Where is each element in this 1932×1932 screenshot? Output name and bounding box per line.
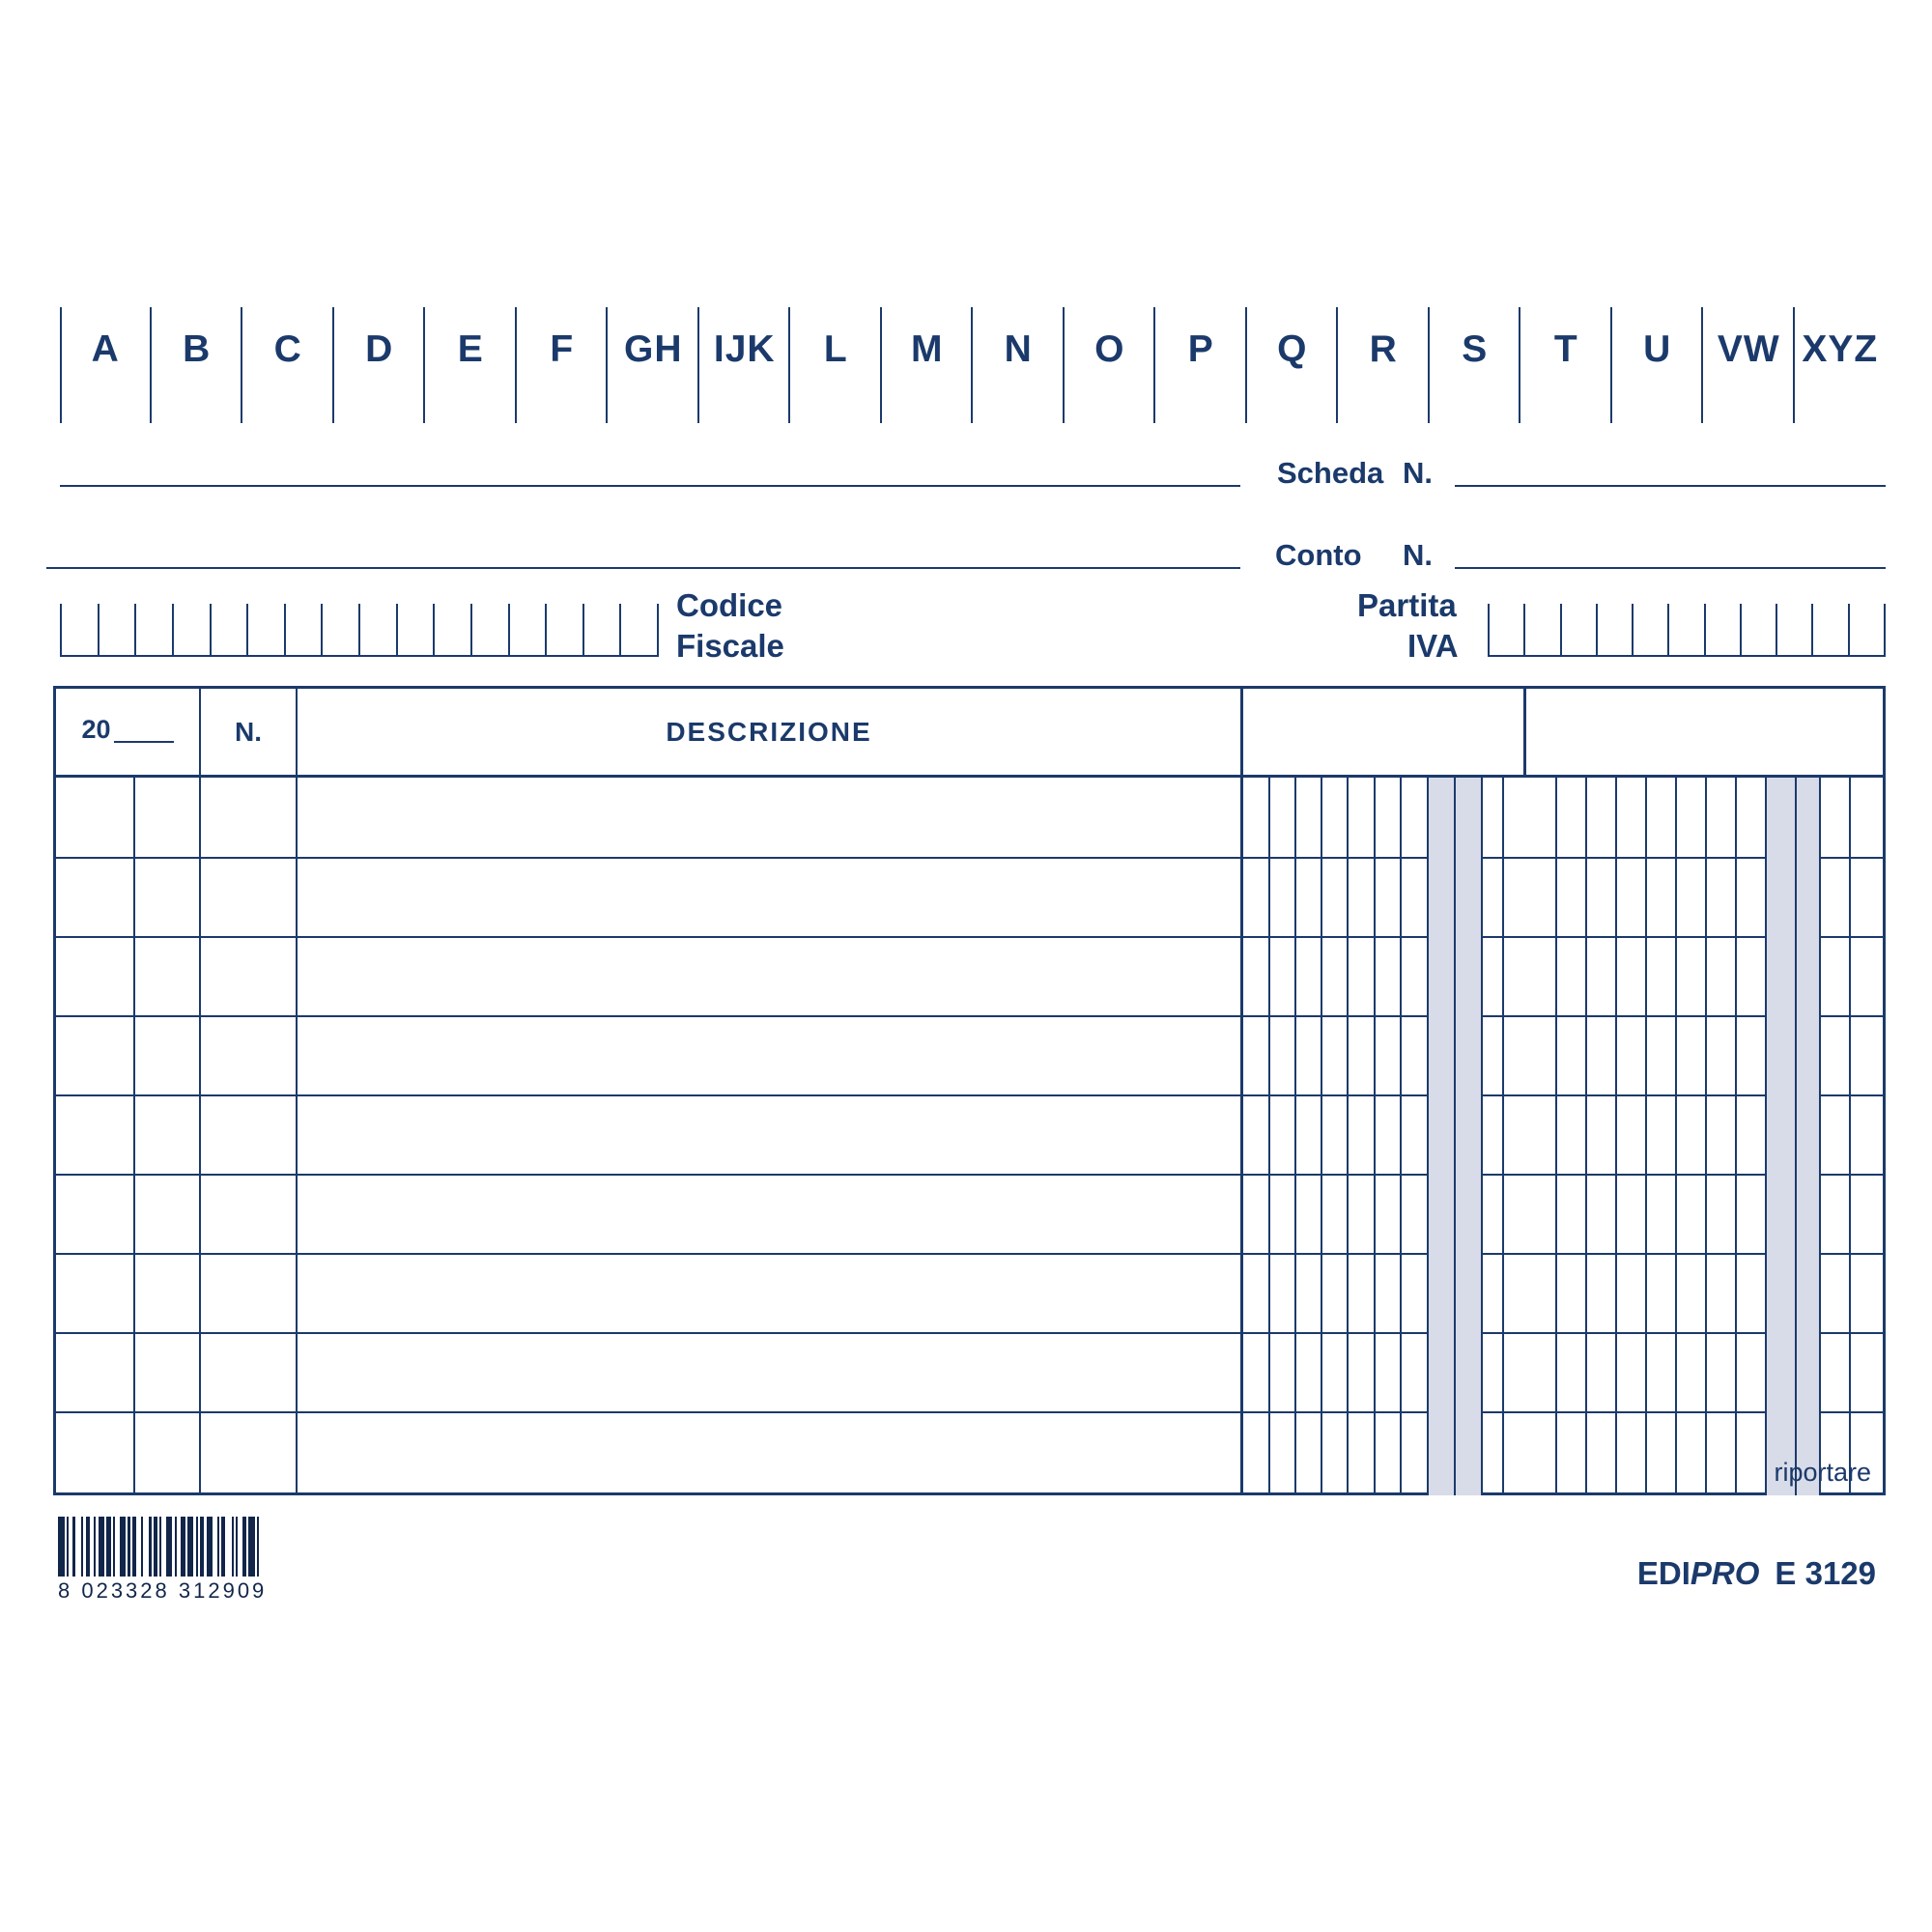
iva-box[interactable] — [1742, 604, 1777, 655]
column-header-description: DESCRIZIONE — [666, 716, 872, 747]
amount-2-grid-line — [1585, 778, 1587, 1495]
cf-box[interactable] — [248, 604, 286, 655]
cf-box[interactable] — [435, 604, 472, 655]
cf-box[interactable] — [62, 604, 99, 655]
barcode-bar — [166, 1517, 173, 1577]
amount-1-grid-line — [1481, 778, 1483, 1495]
cf-box[interactable] — [360, 604, 398, 655]
alpha-tab-p[interactable]: P — [1155, 307, 1247, 423]
barcode-bar — [248, 1517, 255, 1577]
amount-1-grid-line — [1400, 778, 1402, 1495]
alpha-tab-o[interactable]: O — [1065, 307, 1156, 423]
amount-2-grid-line — [1819, 778, 1821, 1495]
amount-column-1[interactable] — [1243, 778, 1523, 1495]
barcode — [58, 1517, 319, 1604]
alpha-tab-t[interactable]: T — [1520, 307, 1612, 423]
alpha-tab-n[interactable]: N — [973, 307, 1065, 423]
alpha-tab-vw[interactable]: VW — [1703, 307, 1795, 423]
amount-2-grid-line — [1705, 778, 1707, 1495]
alpha-tab-e[interactable]: E — [425, 307, 517, 423]
iva-box[interactable] — [1850, 604, 1884, 655]
barcode-digits: 8 023328 312909 — [58, 1578, 268, 1603]
barcode-bar — [225, 1517, 232, 1577]
amount-2-grid-line — [1735, 778, 1737, 1495]
cf-box[interactable] — [621, 604, 657, 655]
iva-box[interactable] — [1562, 604, 1598, 655]
iva-box[interactable] — [1490, 604, 1525, 655]
alpha-tab-u[interactable]: U — [1612, 307, 1704, 423]
barcode-bar — [187, 1517, 194, 1577]
column-header-amount-1 — [1243, 689, 1523, 775]
barcode-bar — [58, 1517, 65, 1577]
barcode-bar — [120, 1517, 127, 1577]
carry-forward-label: riportare — [1774, 1458, 1871, 1487]
barcode-bar — [143, 1517, 150, 1577]
brand-edi-text: EDI — [1636, 1555, 1690, 1591]
scheda-label: Scheda — [1277, 456, 1384, 490]
cf-box[interactable] — [547, 604, 584, 655]
alpha-tab-a[interactable]: A — [60, 307, 152, 423]
partita-iva-label-line2: IVA — [1407, 628, 1459, 664]
alpha-tab-ijk[interactable]: IJK — [699, 307, 791, 423]
date-number-divider — [199, 778, 201, 1495]
alpha-tab-l[interactable]: L — [790, 307, 882, 423]
partita-iva-label-line1: Partita — [1357, 587, 1457, 623]
barcode-bar — [75, 1517, 82, 1577]
alpha-tab-d[interactable]: D — [334, 307, 426, 423]
column-header-amount-2 — [1526, 689, 1883, 775]
conto-number-label: N. — [1403, 538, 1433, 572]
alpha-tab-f[interactable]: F — [517, 307, 609, 423]
amount-2-grid-line — [1555, 778, 1557, 1495]
conto-label: Conto — [1275, 538, 1362, 572]
column-header-number: N. — [235, 716, 262, 747]
cf-box[interactable] — [99, 604, 137, 655]
cf-box[interactable] — [323, 604, 360, 655]
barcode-bars — [58, 1517, 319, 1577]
ledger-table — [53, 686, 1886, 1495]
scheda-name-writeline[interactable] — [60, 485, 1240, 487]
alpha-tab-c[interactable]: C — [242, 307, 334, 423]
amount-column-2[interactable] — [1526, 778, 1883, 1495]
alpha-tab-b[interactable]: B — [152, 307, 243, 423]
iva-box[interactable] — [1669, 604, 1705, 655]
barcode-bar — [207, 1517, 213, 1577]
amount-2-grid-line — [1765, 778, 1767, 1495]
amount-1-grid-line — [1502, 778, 1504, 1495]
cf-box[interactable] — [398, 604, 436, 655]
iva-box[interactable] — [1634, 604, 1669, 655]
partita-iva-boxes[interactable] — [1488, 604, 1886, 657]
conto-name-writeline[interactable] — [46, 567, 1240, 569]
amount-2-grid-line — [1675, 778, 1677, 1495]
alpha-tab-xyz[interactable]: XYZ — [1802, 328, 1879, 370]
alpha-tab-gh[interactable]: GH — [608, 307, 699, 423]
amount-2-decimal-shade — [1765, 778, 1819, 1495]
alpha-tab-s[interactable]: S — [1430, 307, 1521, 423]
iva-box[interactable] — [1813, 604, 1849, 655]
barcode-bar — [99, 1517, 105, 1577]
barcode-bar — [259, 1517, 263, 1577]
amount-2-grid-line — [1615, 778, 1617, 1495]
product-code: E 3129 — [1775, 1555, 1876, 1591]
cf-box[interactable] — [212, 604, 249, 655]
amount-1-grid-line — [1268, 778, 1270, 1495]
amount-2-grid-line — [1849, 778, 1851, 1495]
amount-1-grid-line — [1454, 778, 1456, 1495]
amount-1-grid-line — [1374, 778, 1376, 1495]
amount-1-grid-line — [1347, 778, 1349, 1495]
codice-fiscale-label-line1: Codice — [676, 587, 783, 623]
codice-fiscale-boxes[interactable] — [60, 604, 659, 657]
scheda-number-writeline[interactable] — [1455, 485, 1886, 487]
cf-box[interactable] — [286, 604, 324, 655]
iva-box[interactable] — [1777, 604, 1813, 655]
alpha-tab-r[interactable]: R — [1338, 307, 1430, 423]
iva-box[interactable] — [1525, 604, 1561, 655]
alpha-tab-q[interactable]: Q — [1247, 307, 1339, 423]
cf-box[interactable] — [472, 604, 510, 655]
cf-box[interactable] — [174, 604, 212, 655]
brand-footer — [1637, 1555, 1876, 1592]
amount-1-grid-line — [1427, 778, 1429, 1495]
amount-2-grid-line — [1795, 778, 1797, 1495]
column-header-year: 20 — [56, 689, 199, 775]
ledger-header-row — [56, 689, 1883, 778]
alpha-tab-m[interactable]: M — [882, 307, 974, 423]
ledger-body — [56, 778, 1883, 1495]
cf-box[interactable] — [136, 604, 174, 655]
cf-box[interactable] — [584, 604, 622, 655]
codice-fiscale-label-line2: Fiscale — [676, 628, 784, 664]
iva-box[interactable] — [1706, 604, 1742, 655]
amount-1-grid-line — [1321, 778, 1322, 1495]
amount-2-grid-line — [1645, 778, 1647, 1495]
conto-number-writeline[interactable] — [1455, 567, 1886, 569]
brand-pro-text: PRO — [1690, 1555, 1760, 1591]
scheda-number-label: N. — [1403, 456, 1433, 490]
iva-box[interactable] — [1598, 604, 1634, 655]
cf-box[interactable] — [510, 604, 548, 655]
date-subdivider — [133, 778, 135, 1495]
amount-1-grid-line — [1294, 778, 1296, 1495]
alphabet-tab-bar — [60, 307, 1886, 423]
number-description-divider — [296, 778, 298, 1495]
